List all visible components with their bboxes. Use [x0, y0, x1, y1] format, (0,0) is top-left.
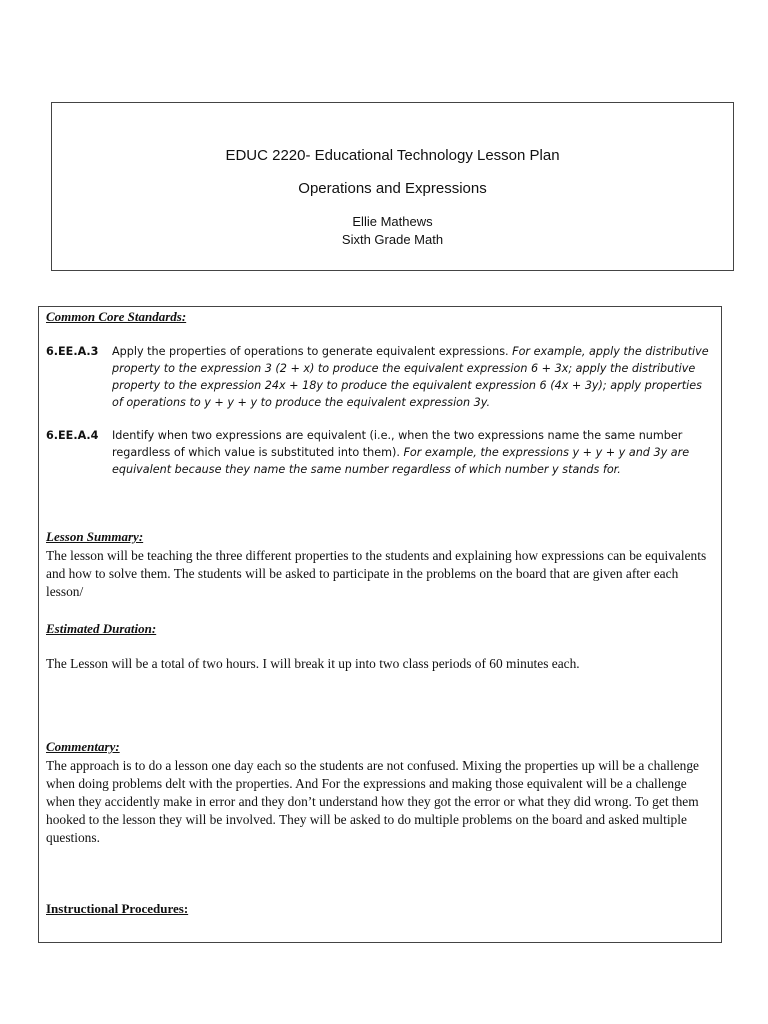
commentary-text: The approach is to do a lesson one day each so the students are not confused. Mixing the properties up will be a challenge when doing problems delt with the properties. And For the expressions and making those equivalent will be a challenge when they accidently make in error and they don’t understand how they got the error or what they did wrong. To get them hooked to the lesson they will be involved. They will be asked to do multiple problems on the board and asked multiple questions. [46, 758, 699, 845]
author-name: Ellie Mathews [352, 214, 433, 229]
lesson-summary-text: The lesson will be teaching the three different properties to the students and explaining how expressions can be equivalents and how to solve them. The students will be asked to participate in the problems on the board that are given after each lesson/ [46, 548, 707, 599]
standard-6-ee-a-4 [46, 427, 714, 478]
standards-heading: Common Core Standards: [46, 309, 187, 324]
standard-text: Apply the properties of operations to generate equivalent expressions. For example, apply the distributive property to the expression 3 (2 + x) to produce the equivalent expression 6 + 3x; apply the distributive property to the expression 24x + 18y to produce the equivalent expression 6 (4x + 3y); apply properties of operations to y + y + y to produce the equivalent expression 3y. [112, 345, 709, 409]
duration-heading: Estimated Duration: [46, 621, 157, 636]
standard-text: Identify when two expressions are equivalent (i.e., when the two expressions name the same number regardless of which value is substituted into them). For example, the expressions y + y + y and 3y are equivalent because they name the same number regardless of which number y stands for. [112, 429, 690, 476]
header-box [51, 102, 734, 271]
lesson-plan-body [38, 306, 722, 943]
lesson-summary-heading: Lesson Summary: [46, 529, 144, 544]
course-name: Sixth Grade Math [341, 232, 444, 247]
standard-code: 6.EE.A.4 [46, 429, 99, 442]
lesson-title: Operations and Expressions [298, 180, 487, 197]
instructional-procedures-heading: Instructional Procedures: [46, 901, 189, 916]
standard-6-ee-a-3 [46, 343, 714, 411]
document-title: EDUC 2220- Educational Technology Lesson Plan [225, 147, 560, 164]
duration-text: The Lesson will be a total of two hours. I will break it up into two class periods of 60 minutes each. [46, 656, 580, 671]
standard-code: 6.EE.A.3 [46, 345, 99, 358]
commentary-heading: Commentary: [46, 739, 120, 754]
